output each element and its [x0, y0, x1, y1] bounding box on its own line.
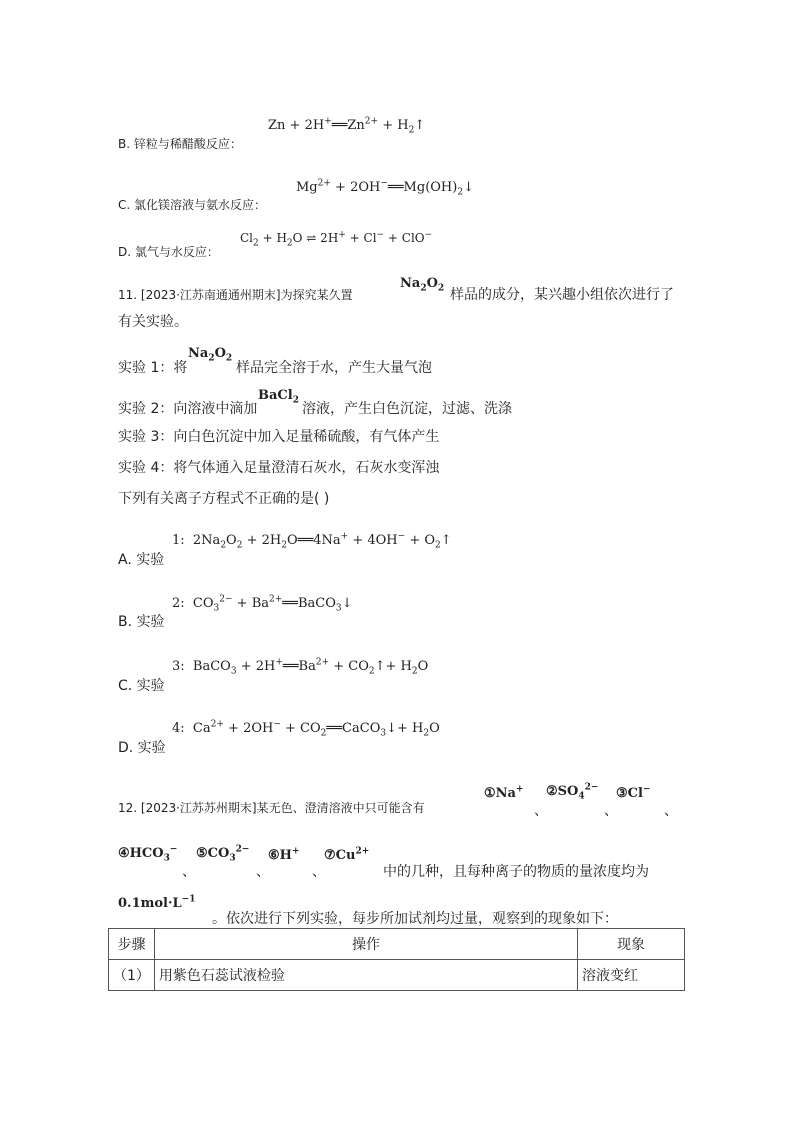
q12-ion-5: $⑤CO_3^{2-}$: [196, 844, 250, 864]
q11-exp4: 实验 4：将气体通入足量澄清石灰水，石灰水变浑浊: [118, 460, 440, 476]
q11-option-d-equation: 4: $Ca^{2+} + 2OH^-$ + $CO_2══CaCO_3↓+ H_2O$: [172, 719, 440, 739]
q12-sep-2: 、: [604, 803, 618, 819]
q11-option-c-equation: 3: BaCO$_3$ + $2H^+══Ba^{2+}$ + $CO_2↑+ H_2O$: [172, 657, 429, 677]
q12-concentration: $0.1mol\cdot L^{-1}$: [118, 894, 196, 911]
table-header-step: 步骤: [109, 929, 155, 960]
table-cell-step: （1）: [109, 960, 155, 991]
q12-ion-3: ③Cl−: [616, 784, 651, 801]
q11-exp2-formula: BaCl$_2$: [258, 388, 299, 406]
q11-intro-before: 11. [2023·江苏南通通州期末]为探究某久置: [118, 288, 353, 302]
q10-option-d-label: D. 氯气与水反应：: [118, 245, 219, 259]
table-header-phenomenon: 现象: [578, 929, 685, 960]
q12-sep-5: 、: [256, 864, 270, 880]
q11-option-c-label: C. 实验: [118, 678, 165, 694]
q11-exp1-formula: $Na_2O_2$: [188, 346, 233, 364]
table-row: [109, 960, 685, 991]
q12-mid-text: 中的几种，且每种离子的物质的量浓度均为: [383, 864, 649, 880]
q12-ion-7: $⑦Cu^{2+}$: [324, 846, 370, 863]
q12-ion-1: ①Na+: [484, 784, 524, 801]
q11-option-a-equation: 1: $2Na_2O_2$ + $2H_2O══4Na^+ + 4OH^-$ + $O_2↑$: [172, 531, 452, 551]
q11-intro-line2: 有关实验。: [118, 314, 188, 330]
q10-option-b-label: B. 锌粒与稀醋酸反应：: [118, 137, 242, 151]
q12-ion-2: $②SO_4^{2-}$: [546, 782, 599, 802]
q11-question: 下列有关离子方程式不正确的是( ): [118, 491, 330, 507]
table-header-row: [109, 929, 685, 960]
q12-ion-6: ⑥H+: [268, 846, 300, 863]
q11-option-a-label: A. 实验: [118, 552, 165, 568]
q10-option-c-label: C. 氯化镁溶液与氨水反应：: [118, 198, 267, 212]
q12-steps-table: [108, 928, 685, 991]
q10-option-c-equation: $Mg^{2+}$ + $2OH^-══Mg(OH)_2↓$: [296, 178, 474, 198]
q12-sep-6: 、: [312, 864, 326, 880]
q12-sep-4: 、: [182, 864, 196, 880]
q12-sep-3: 、: [664, 803, 678, 819]
q11-option-d-label: D. 实验: [118, 740, 166, 756]
q11-option-b-equation: 2: $CO_3^{2-}$ + $Ba^{2+}══BaCO_3↓$: [172, 594, 353, 614]
q11-formula-na2o2: $Na_2O_2$: [400, 276, 445, 294]
q12-ion-4: $④HCO_3^-$: [118, 844, 178, 864]
table-cell-operation: 用紫色石蕊试液检验: [154, 960, 577, 991]
q12-after-conc: 。依次进行下列实验，每步所加试剂均过量，观察到的现象如下：: [212, 911, 618, 927]
q12-sep-1: 、: [534, 803, 548, 819]
q11-exp3: 实验 3：向白色沉淀中加入足量稀硫酸，有气体产生: [118, 429, 440, 445]
q11-exp1-before: 实验 1：将: [118, 360, 188, 376]
q10-option-b-equation: $Zn + 2H^+══Zn^{2+}$ + $H_2↑$: [268, 116, 426, 136]
q11-exp2-before: 实验 2：向溶液中滴加: [118, 401, 258, 417]
q10-option-d-equation: $Cl_2 + H_2O$ ⇌ 2H+ + Cl− + ClO−: [240, 230, 433, 249]
table-header-operation: 操作: [154, 929, 577, 960]
q11-exp1-after: 样品完全溶于水，产生大量气泡: [236, 360, 432, 376]
table-cell-phenomenon: 溶液变红: [578, 960, 685, 991]
q11-intro-after: 样品的成分，某兴趣小组依次进行了: [450, 287, 674, 303]
q12-intro: 12. [2023·江苏苏州期末]某无色、澄清溶液中只可能含有: [118, 801, 425, 815]
q11-option-b-label: B. 实验: [118, 614, 165, 630]
q11-exp2-after: 溶液，产生白色沉淀，过滤、洗涤: [302, 401, 512, 417]
